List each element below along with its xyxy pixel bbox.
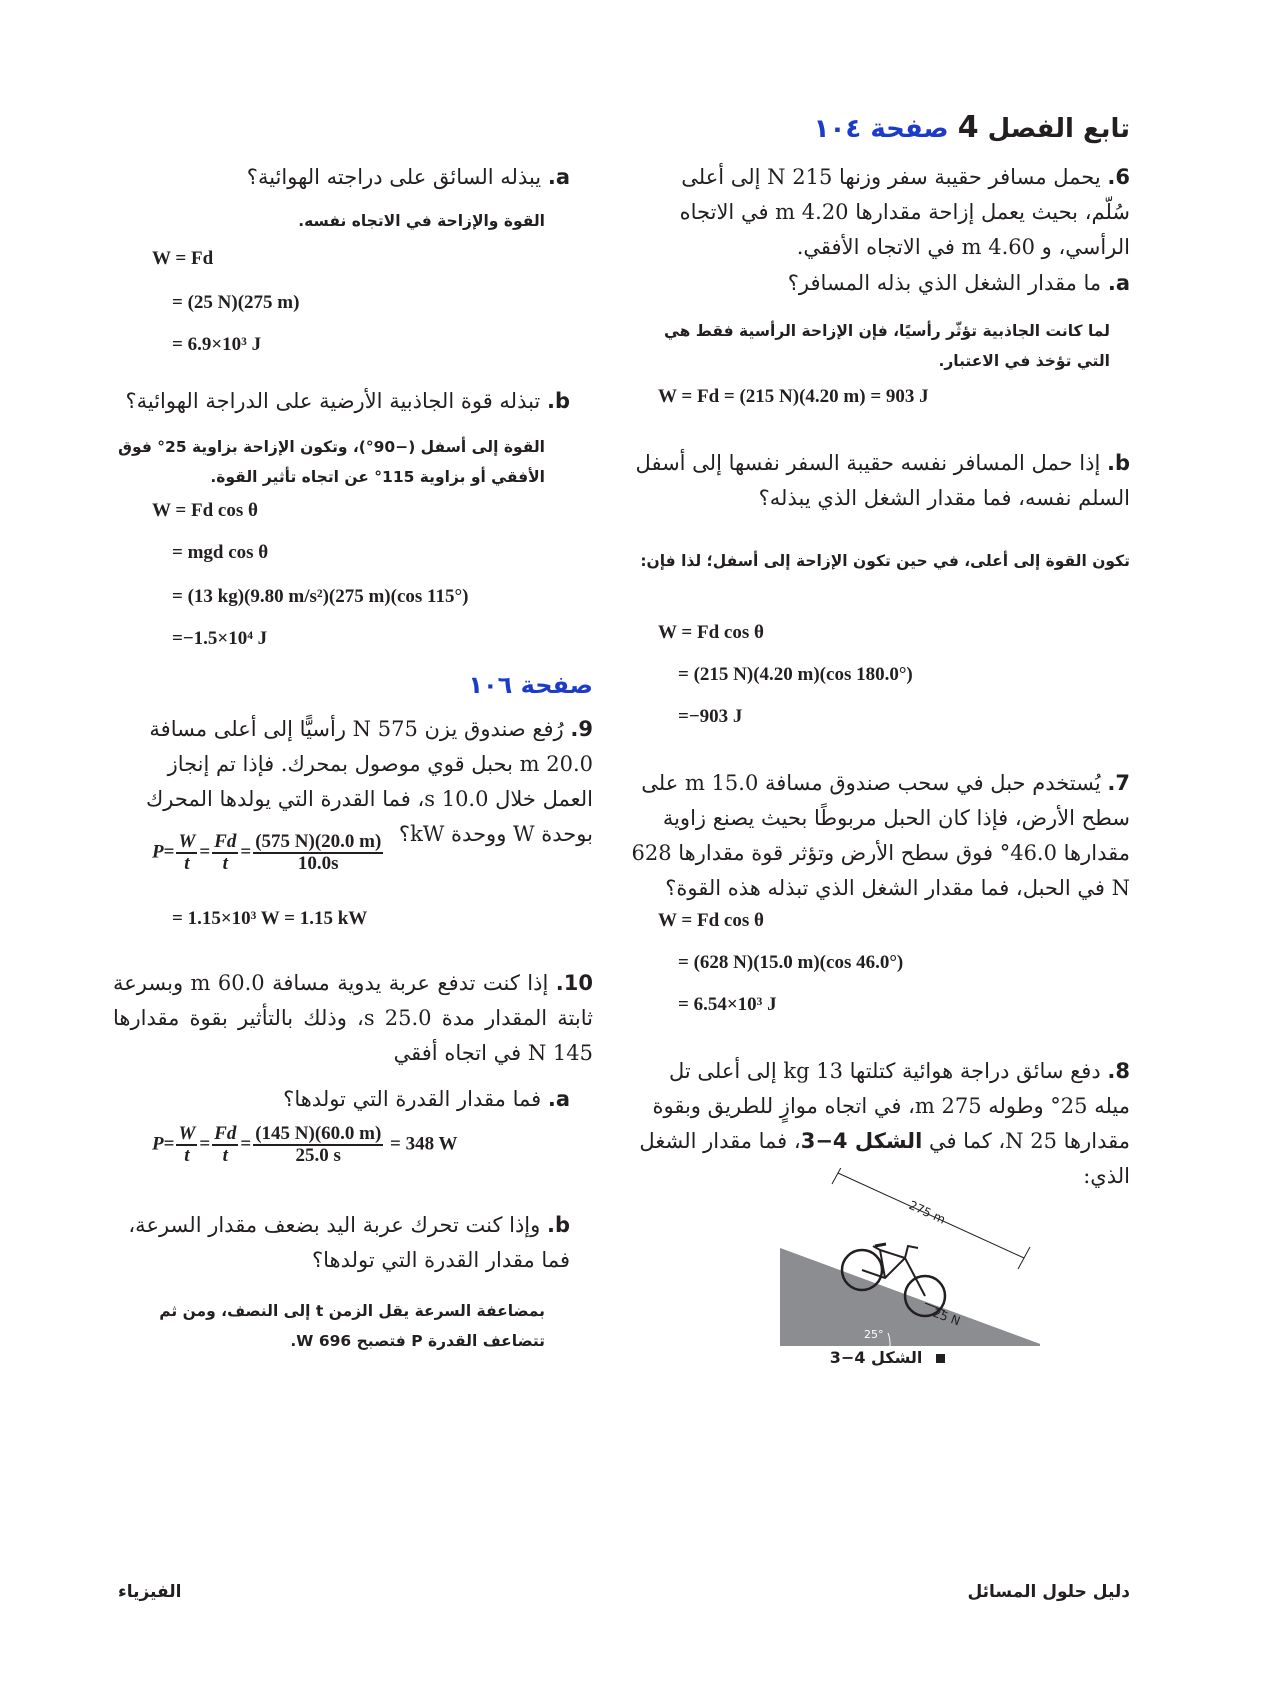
- equation-8a-3: = 6.9×10³ J: [172, 334, 262, 355]
- question-number: 7.: [1107, 771, 1130, 795]
- header-chapter-number: 4: [957, 110, 979, 145]
- question-10: [113, 966, 593, 1071]
- equals: =: [240, 1133, 252, 1155]
- time-symbol: t: [222, 853, 228, 874]
- equation-7-1: W = Fd cos θ: [658, 910, 764, 931]
- caption-bullet: [936, 1354, 945, 1363]
- equation-8b-4: =−1.5×10⁴ J: [172, 628, 268, 649]
- figure-reference: الشكل 4−3: [800, 1129, 923, 1153]
- fraction-numerator: (575 N)(20.0 m): [255, 831, 382, 852]
- part-text: فما مقدار القدرة التي تولدها؟: [283, 1087, 542, 1111]
- part-label: b.: [546, 1213, 570, 1237]
- fraction-numerator: (145 N)(60.0 m): [255, 1123, 382, 1144]
- fraction-w-over-t: [176, 1124, 197, 1166]
- question-8b: [110, 384, 570, 419]
- fraction-denominator: 10.0s: [297, 853, 339, 874]
- page-header: [630, 110, 1130, 147]
- work-symbol: W: [178, 1123, 196, 1144]
- page-106-heading: صفحة ١٠٦: [468, 671, 593, 699]
- equation-7-3: = 6.54×10³ J: [678, 994, 777, 1015]
- header-page-label: صفحة ١٠٤: [813, 114, 949, 144]
- equation-6b-1: W = Fd cos θ: [658, 622, 764, 643]
- question-text: رُفع صندوق يزن 575 N رأسيًّا إلى أعلى مسافة 20.0 m بحبل قوي موصول بمحرك. فإذا تم إنجاز العمل خلال 10.0 s، فما القدرة التي يولدها المحرك بوحدة W ووحدة kW؟: [145, 717, 593, 846]
- equals: =: [163, 1133, 175, 1155]
- equation-6b-2: = (215 N)(4.20 m)(cos 180.0°): [678, 664, 913, 685]
- time-symbol: t: [184, 1145, 190, 1166]
- equation-result: = 348 W: [390, 1133, 458, 1155]
- part-text: إذا حمل المسافر نفسه حقيبة السفر نفسها إلى أسفل السلم نفسه، فما مقدار الشغل الذي يبذله؟: [635, 451, 1130, 510]
- fraction-denominator: 25.0 s: [295, 1145, 341, 1166]
- figure-4-3: [780, 1168, 1040, 1346]
- answer-6a: لما كانت الجاذبية تؤثّر رأسيًا، فإن الإزاحة الرأسية فقط هي التي تؤخذ في الاعتبار.: [663, 322, 1110, 370]
- part-label: a.: [547, 1087, 570, 1111]
- force-label: 25 N: [930, 1305, 963, 1329]
- angle-label: 25°: [864, 1328, 884, 1341]
- equation-8b-1: W = Fd cos θ: [152, 500, 258, 521]
- power-symbol: P: [152, 1133, 164, 1155]
- part-text: وإذا كنت تحرك عربة اليد بضعف مقدار السرعة، فما مقدار القدرة التي تولدها؟: [128, 1213, 570, 1272]
- answer-8a: القوة والإزاحة في الاتجاه نفسه.: [298, 212, 545, 230]
- question-10b: [100, 1208, 570, 1278]
- question-6: [630, 160, 1130, 265]
- fraction-fd-over-t: [212, 1124, 238, 1166]
- part-label: b.: [546, 389, 570, 413]
- part-text: تبذله قوة الجاذبية الأرضية على الدراجة الهوائية؟: [125, 389, 541, 413]
- equation-6a: W = Fd = (215 N)(4.20 m) = 903 J: [658, 386, 929, 407]
- equation-8b-2: = mgd cos θ: [172, 542, 269, 563]
- part-label: a.: [547, 165, 570, 189]
- equation-9-result: = 1.15×10³ W = 1.15 kW: [172, 908, 368, 929]
- question-text-2: ، فما مقدار الشغل الذي:: [639, 1129, 1130, 1188]
- equals: =: [199, 841, 211, 863]
- question-8a: [130, 160, 570, 195]
- equation-9-fraction: [152, 832, 385, 874]
- question-text: يُستخدم حبل في سحب صندوق مسافة 15.0 m على سطح الأرض، فإذا كان الحبل مربوطًا بحيث يصنع زاوية مقدارها 46.0° فوق سطح الأرض وتؤثر قوة مقدارها 628 N في الحبل، فما مقدار الشغل الذي تبذله هذه القوة؟: [631, 771, 1130, 900]
- question-text-1: دفع سائق دراجة هوائية كتلتها 13 kg إلى أعلى تل ميله 25° وطوله 275 m، في اتجاه موازٍ للطريق وبقوة مقدارها 25 N، كما في: [652, 1059, 1130, 1153]
- fraction-fd-over-t: [212, 832, 238, 874]
- footer-book-title: دليل حلول المسائل: [967, 1582, 1130, 1602]
- equation-8a-1: W = Fd: [152, 248, 214, 269]
- equation-8a-2: = (25 N)(275 m): [172, 292, 300, 313]
- question-number: 9.: [570, 717, 593, 741]
- fd-symbol: Fd: [214, 831, 237, 852]
- question-6a: [650, 266, 1130, 301]
- footer-subject: الفيزياء: [118, 1582, 182, 1602]
- fraction-values: [253, 832, 383, 874]
- equals: =: [240, 841, 252, 863]
- equation-6b-3: =−903 J: [678, 706, 743, 727]
- fraction-values: [253, 1124, 383, 1166]
- question-number: 6.: [1107, 165, 1130, 189]
- question-6b: [630, 446, 1130, 516]
- question-text: إذا كنت تدفع عربة يدوية مسافة 60.0 m وبسرعة ثابتة المقدار مدة 25.0 s، وذلك بالتأثير بقوة مقدارها 145 N في اتجاه أفقي: [113, 971, 593, 1065]
- part-text: يبذله السائق على دراجته الهوائية؟: [246, 165, 542, 189]
- power-symbol: P: [152, 841, 164, 863]
- equation-10a: [152, 1124, 458, 1166]
- question-number: 10.: [555, 971, 593, 995]
- fraction-w-over-t: [176, 832, 197, 874]
- caption-text: الشكل 4−3: [829, 1348, 923, 1367]
- fd-symbol: Fd: [214, 1123, 237, 1144]
- question-10a: [130, 1082, 570, 1117]
- answer-8b: القوة إلى أسفل (−90°)، وتكون الإزاحة بزاوية 25° فوق الأفقي أو بزاوية 115° عن اتجاه تأثير القوة.: [118, 438, 545, 486]
- time-symbol: t: [222, 1145, 228, 1166]
- header-title-prefix: تابع الفصل: [987, 114, 1130, 144]
- question-7: [630, 766, 1130, 906]
- work-symbol: W: [178, 831, 196, 852]
- question-text: يحمل مسافر حقيبة سفر وزنها 215 N إلى أعلى سُلّم، بحيث يعمل إزاحة مقدارها 4.20 m في الاتجاه الرأسي، و 4.60 m في الاتجاه الأفقي.: [679, 165, 1130, 259]
- answer-6b: تكون القوة إلى أعلى، في حين تكون الإزاحة إلى أسفل؛ لذا فإن:: [640, 552, 1130, 570]
- equation-7-2: = (628 N)(15.0 m)(cos 46.0°): [678, 952, 904, 973]
- part-text: ما مقدار الشغل الذي بذله المسافر؟: [787, 271, 1102, 295]
- part-label: a.: [1107, 271, 1130, 295]
- equation-8b-3: = (13 kg)(9.80 m/s²)(275 m)(cos 115°): [172, 586, 469, 607]
- question-number: 8.: [1107, 1059, 1130, 1083]
- part-label: b.: [1106, 451, 1130, 475]
- equals: =: [199, 1133, 211, 1155]
- equals: =: [163, 841, 175, 863]
- figure-caption: [780, 1346, 945, 1370]
- distance-label: 275 m: [906, 1197, 948, 1227]
- time-symbol: t: [184, 853, 190, 874]
- answer-10b: بمضاعفة السرعة يقل الزمن t إلى النصف، ومن ثم تتضاعف القدرة P فتصبح 696 W.: [159, 1302, 545, 1350]
